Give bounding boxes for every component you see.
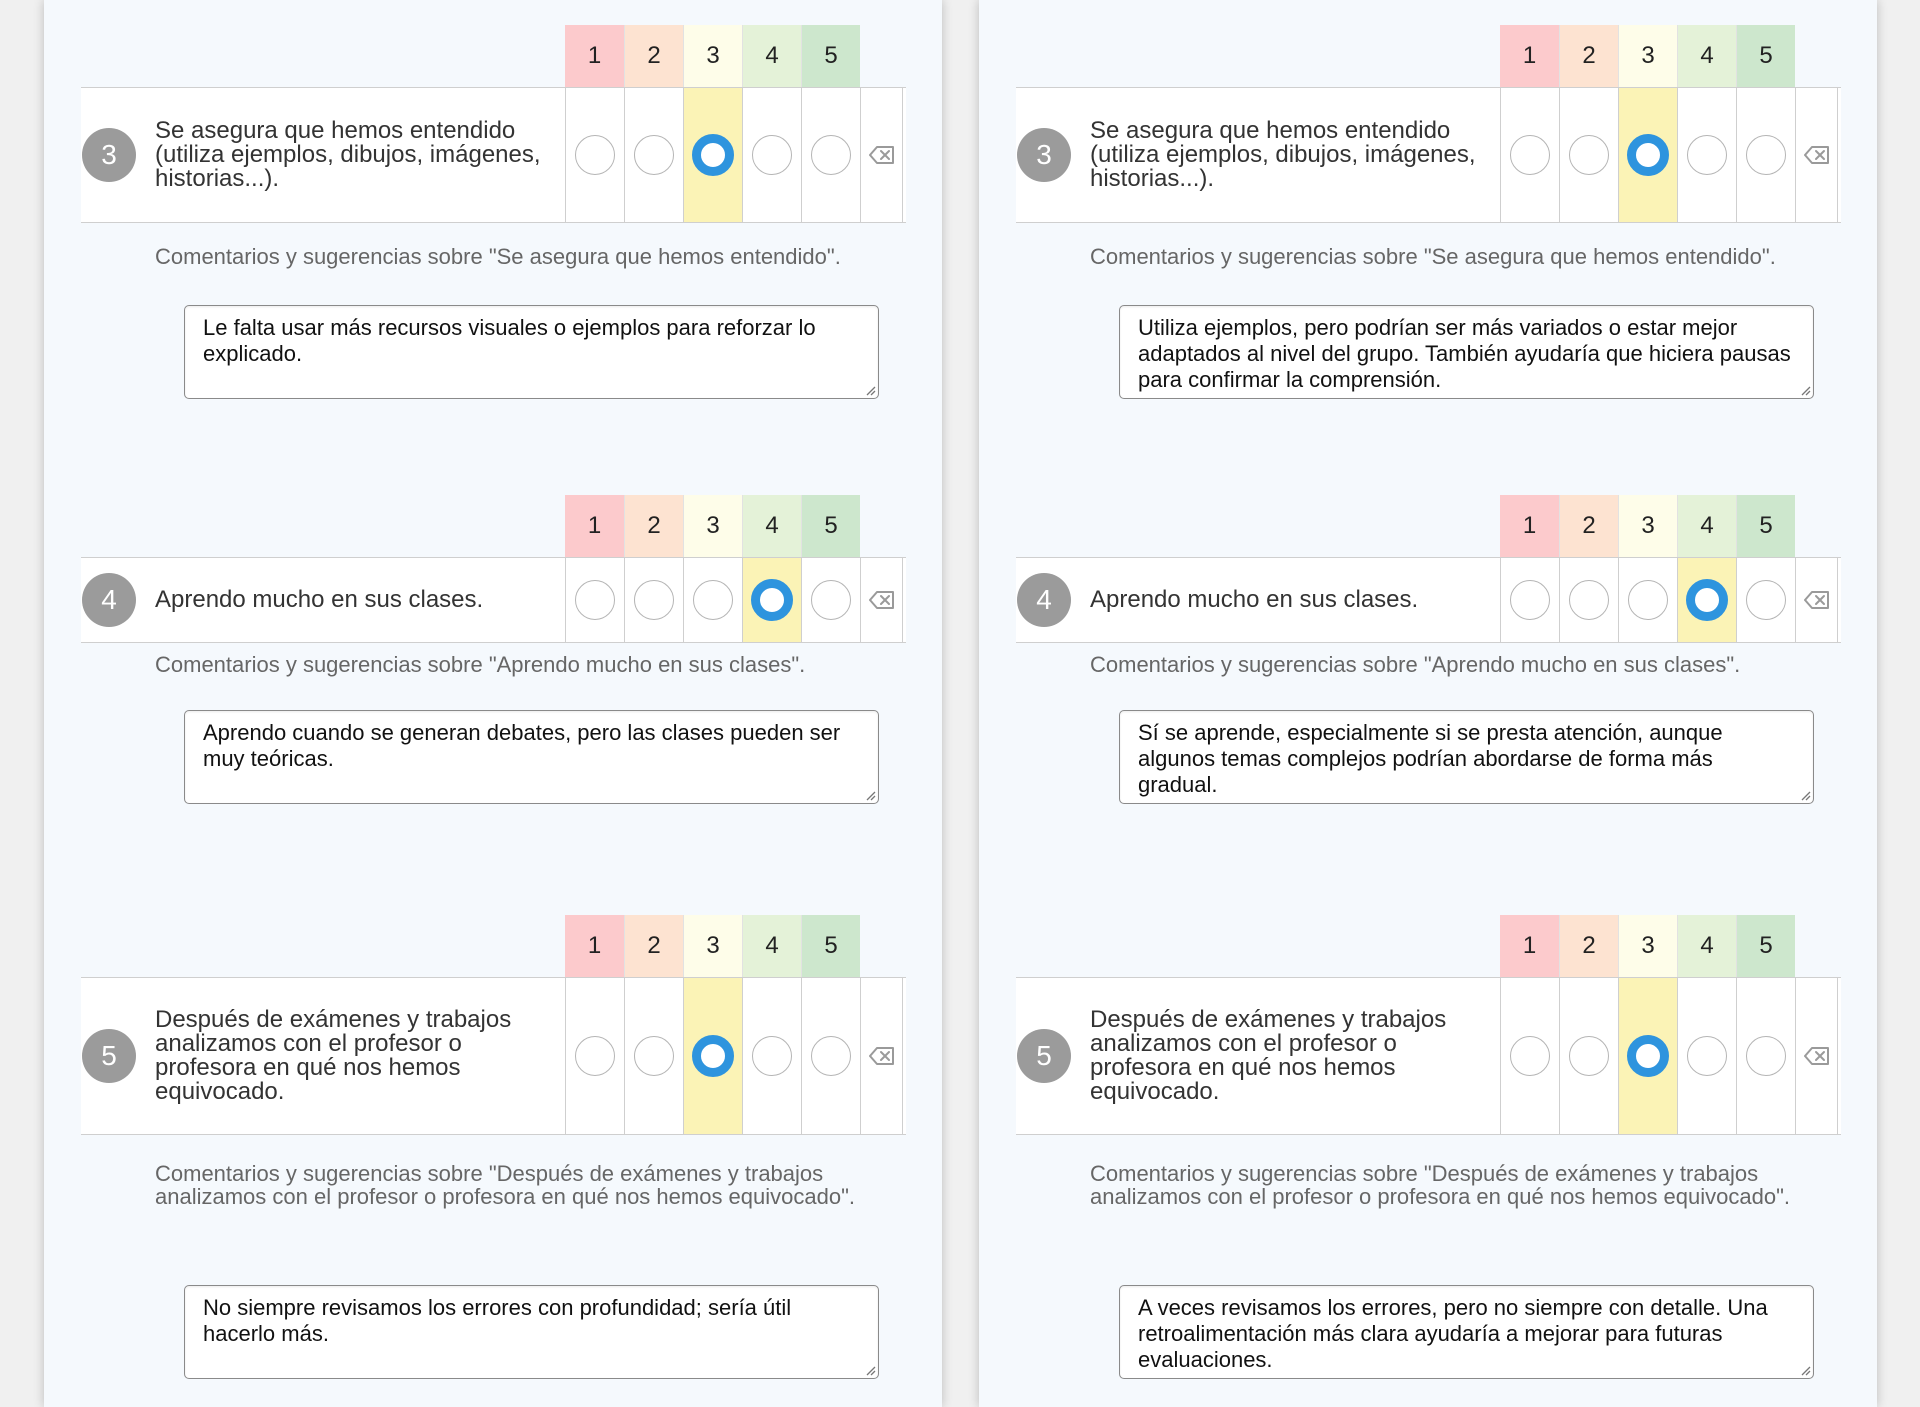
rating-options xyxy=(1500,88,1838,222)
rating-option-1[interactable] xyxy=(1500,558,1559,642)
scale-label-3: 3 xyxy=(1618,495,1677,557)
clear-selection-icon[interactable] xyxy=(869,1047,895,1065)
radio-button-4[interactable] xyxy=(751,579,793,621)
comment-text[interactable]: Utiliza ejemplos, pero podrían ser más variados o estar mejor adaptados al nivel del grupo. También ayudaría que hiciera pausas para confirmar la comprensión. xyxy=(1138,315,1791,392)
radio-button-4[interactable] xyxy=(1687,1036,1727,1076)
radio-button-1[interactable] xyxy=(575,1036,615,1076)
rating-option-3[interactable] xyxy=(683,88,742,222)
comment-text[interactable]: No siempre revisamos los errores con profundidad; sería útil hacerlo más. xyxy=(203,1295,792,1346)
radio-button-1[interactable] xyxy=(1510,1036,1550,1076)
clear-selection-icon[interactable] xyxy=(1804,591,1830,609)
rating-option-4[interactable] xyxy=(1677,978,1736,1134)
scale-label-3: 3 xyxy=(1618,915,1677,977)
comment-label: Comentarios y sugerencias sobre "Aprendo mucho en sus clases". xyxy=(155,652,806,677)
scale-label-5: 5 xyxy=(801,915,860,977)
radio-button-2[interactable] xyxy=(1569,135,1609,175)
question-row xyxy=(81,557,906,643)
question-number-badge: 5 xyxy=(1017,1029,1071,1083)
comment-text[interactable]: Le falta usar más recursos visuales o ejemplos para reforzar lo explicado. xyxy=(203,315,816,366)
rating-option-3[interactable] xyxy=(1618,558,1677,642)
radio-button-1[interactable] xyxy=(1510,580,1550,620)
clear-selection-button[interactable] xyxy=(860,558,903,642)
rating-options xyxy=(1500,978,1838,1134)
scale-header xyxy=(565,915,860,977)
scale-label-5: 5 xyxy=(1736,495,1795,557)
scale-header xyxy=(565,495,860,557)
clear-selection-button[interactable] xyxy=(1795,88,1838,222)
radio-button-4[interactable] xyxy=(752,135,792,175)
rating-option-1[interactable] xyxy=(565,558,624,642)
radio-button-5[interactable] xyxy=(1746,1036,1786,1076)
scale-label-1: 1 xyxy=(1500,495,1559,557)
scale-label-5: 5 xyxy=(1736,915,1795,977)
radio-button-3[interactable] xyxy=(1628,580,1668,620)
comment-text[interactable]: Aprendo cuando se generan debates, pero las clases pueden ser muy teóricas. xyxy=(203,720,841,771)
radio-button-5[interactable] xyxy=(811,580,851,620)
comment-text[interactable]: A veces revisamos los errores, pero no siempre con detalle. Una retroalimentación más clara ayudaría a mejorar para futuras evaluaciones. xyxy=(1138,1295,1768,1372)
clear-selection-icon[interactable] xyxy=(1804,146,1830,164)
comment-textarea[interactable] xyxy=(184,305,879,399)
scale-label-4: 4 xyxy=(1677,25,1736,87)
scale-label-2: 2 xyxy=(1559,495,1618,557)
radio-button-1[interactable] xyxy=(1510,135,1550,175)
clear-selection-button[interactable] xyxy=(1795,978,1838,1134)
clear-selection-button[interactable] xyxy=(1795,558,1838,642)
rating-option-3[interactable] xyxy=(683,978,742,1134)
comment-text[interactable]: Sí se aprende, especialmente si se presta atención, aunque algunos temas complejos podrían abordarse de forma más gradual. xyxy=(1138,720,1723,797)
question-text: Se asegura que hemos entendido (utiliza ejemplos, dibujos, imágenes, historias...). xyxy=(1090,117,1476,192)
resize-grip-icon[interactable] xyxy=(864,1364,876,1376)
comment-textarea[interactable] xyxy=(1119,305,1814,399)
scale-label-1: 1 xyxy=(565,25,624,87)
rating-option-5[interactable] xyxy=(801,978,860,1134)
scale-label-5: 5 xyxy=(1736,25,1795,87)
radio-button-3[interactable] xyxy=(692,1035,734,1077)
rating-option-2[interactable] xyxy=(624,88,683,222)
question-text: Aprendo mucho en sus clases. xyxy=(155,586,484,613)
comment-label: Comentarios y sugerencias sobre "Se asegura que hemos entendido". xyxy=(155,244,841,269)
radio-button-2[interactable] xyxy=(634,135,674,175)
clear-selection-icon[interactable] xyxy=(869,146,895,164)
radio-button-2[interactable] xyxy=(1569,1036,1609,1076)
rating-option-5[interactable] xyxy=(801,558,860,642)
rating-option-2[interactable] xyxy=(1559,558,1618,642)
question-row xyxy=(1016,557,1841,643)
scale-label-1: 1 xyxy=(565,915,624,977)
rating-option-5[interactable] xyxy=(801,88,860,222)
radio-button-3[interactable] xyxy=(1627,134,1669,176)
resize-grip-icon[interactable] xyxy=(1799,1364,1811,1376)
comment-textarea[interactable] xyxy=(1119,710,1814,804)
question-number-badge: 4 xyxy=(1017,573,1071,627)
rating-option-2[interactable] xyxy=(1559,978,1618,1134)
comment-textarea[interactable] xyxy=(184,710,879,804)
question-row xyxy=(1016,977,1841,1135)
rating-options xyxy=(1500,558,1838,642)
scale-label-5: 5 xyxy=(801,25,860,87)
clear-selection-button[interactable] xyxy=(860,88,903,222)
rating-option-5[interactable] xyxy=(1736,88,1795,222)
radio-button-1[interactable] xyxy=(575,580,615,620)
radio-button-3[interactable] xyxy=(1627,1035,1669,1077)
clear-selection-icon[interactable] xyxy=(869,591,895,609)
scale-label-4: 4 xyxy=(742,495,801,557)
rating-option-4[interactable] xyxy=(742,558,801,642)
radio-button-3[interactable] xyxy=(692,134,734,176)
rating-option-4[interactable] xyxy=(1677,558,1736,642)
rating-option-4[interactable] xyxy=(742,88,801,222)
scale-label-1: 1 xyxy=(1500,915,1559,977)
scale-label-2: 2 xyxy=(1559,25,1618,87)
question-text: Se asegura que hemos entendido (utiliza ejemplos, dibujos, imágenes, historias...). xyxy=(155,117,541,192)
scale-label-3: 3 xyxy=(683,915,742,977)
scale-header xyxy=(1500,495,1795,557)
scale-header xyxy=(1500,915,1795,977)
comment-label: Comentarios y sugerencias sobre "Aprendo mucho en sus clases". xyxy=(1090,652,1741,677)
radio-button-4[interactable] xyxy=(752,1036,792,1076)
rating-options xyxy=(565,558,903,642)
clear-selection-icon[interactable] xyxy=(1804,1047,1830,1065)
scale-label-4: 4 xyxy=(1677,495,1736,557)
clear-selection-button[interactable] xyxy=(860,978,903,1134)
rating-option-5[interactable] xyxy=(1736,978,1795,1134)
scale-label-5: 5 xyxy=(801,495,860,557)
scale-label-4: 4 xyxy=(742,915,801,977)
scale-label-4: 4 xyxy=(742,25,801,87)
question-number-badge: 5 xyxy=(82,1029,136,1083)
radio-button-5[interactable] xyxy=(1746,135,1786,175)
scale-label-3: 3 xyxy=(1618,25,1677,87)
question-number-badge: 3 xyxy=(82,128,136,182)
scale-header xyxy=(1500,25,1795,87)
scale-label-3: 3 xyxy=(683,495,742,557)
radio-button-2[interactable] xyxy=(634,580,674,620)
scale-header xyxy=(565,25,860,87)
rating-option-3[interactable] xyxy=(683,558,742,642)
question-number-badge: 3 xyxy=(1017,128,1071,182)
rating-options xyxy=(565,88,903,222)
comment-textarea[interactable] xyxy=(1119,1285,1814,1379)
rating-option-1[interactable] xyxy=(1500,88,1559,222)
rating-option-4[interactable] xyxy=(742,978,801,1134)
rating-option-2[interactable] xyxy=(1559,88,1618,222)
comment-label: Comentarios y sugerencias sobre "Se asegura que hemos entendido". xyxy=(1090,244,1776,269)
radio-button-1[interactable] xyxy=(575,135,615,175)
radio-button-5[interactable] xyxy=(811,135,851,175)
radio-button-2[interactable] xyxy=(634,1036,674,1076)
survey-panel-left xyxy=(44,0,942,1407)
comment-label: Comentarios y sugerencias sobre "Después de exámenes y trabajos analizamos con el profesor o profesora en qué nos hemos equivocado". xyxy=(155,1161,856,1209)
comment-label: Comentarios y sugerencias sobre "Después de exámenes y trabajos analizamos con el profesor o profesora en qué nos hemos equivocado". xyxy=(1090,1161,1791,1209)
radio-button-4[interactable] xyxy=(1687,135,1727,175)
radio-button-5[interactable] xyxy=(811,1036,851,1076)
comment-textarea[interactable] xyxy=(184,1285,879,1379)
resize-grip-icon[interactable] xyxy=(1799,384,1811,396)
rating-options xyxy=(565,978,903,1134)
rating-option-1[interactable] xyxy=(565,978,624,1134)
scale-label-3: 3 xyxy=(683,25,742,87)
scale-label-2: 2 xyxy=(624,495,683,557)
scale-label-1: 1 xyxy=(565,495,624,557)
question-row xyxy=(81,977,906,1135)
radio-button-5[interactable] xyxy=(1746,580,1786,620)
scale-label-2: 2 xyxy=(624,25,683,87)
scale-label-4: 4 xyxy=(1677,915,1736,977)
rating-option-1[interactable] xyxy=(1500,978,1559,1134)
rating-option-5[interactable] xyxy=(1736,558,1795,642)
question-row xyxy=(81,87,906,223)
scale-label-1: 1 xyxy=(1500,25,1559,87)
rating-option-4[interactable] xyxy=(1677,88,1736,222)
radio-button-2[interactable] xyxy=(1569,580,1609,620)
resize-grip-icon[interactable] xyxy=(1799,789,1811,801)
radio-button-3[interactable] xyxy=(693,580,733,620)
rating-option-2[interactable] xyxy=(624,978,683,1134)
rating-option-3[interactable] xyxy=(1618,978,1677,1134)
resize-grip-icon[interactable] xyxy=(864,789,876,801)
rating-option-1[interactable] xyxy=(565,88,624,222)
resize-grip-icon[interactable] xyxy=(864,384,876,396)
question-text: Después de exámenes y trabajos analizamos con el profesor o profesora en qué nos hemos equivocado. xyxy=(1090,1006,1447,1105)
rating-option-2[interactable] xyxy=(624,558,683,642)
question-text: Aprendo mucho en sus clases. xyxy=(1090,586,1419,613)
scale-label-2: 2 xyxy=(1559,915,1618,977)
scale-label-2: 2 xyxy=(624,915,683,977)
question-row xyxy=(1016,87,1841,223)
survey-panel-right xyxy=(979,0,1877,1407)
rating-option-3[interactable] xyxy=(1618,88,1677,222)
question-text: Después de exámenes y trabajos analizamos con el profesor o profesora en qué nos hemos equivocado. xyxy=(155,1006,512,1105)
question-number-badge: 4 xyxy=(82,573,136,627)
radio-button-4[interactable] xyxy=(1686,579,1728,621)
